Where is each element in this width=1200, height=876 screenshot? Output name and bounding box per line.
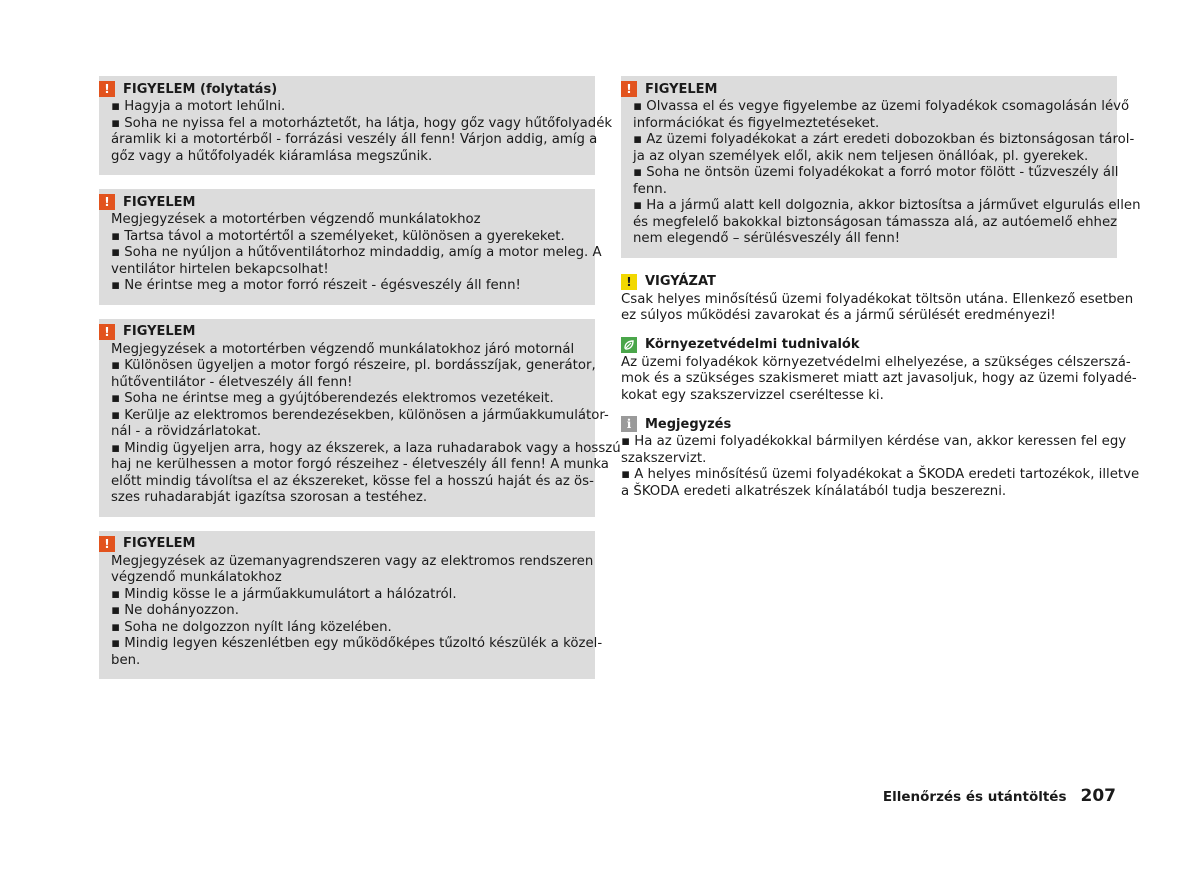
text-line: ▪ Olvassa el és vegye figyelembe az üzemi folyadékok csomagolásán lévő bbox=[633, 99, 1130, 114]
note-title: Megjegyzés bbox=[645, 416, 732, 432]
text-line: ez súlyos működési zavarokat és a jármű sérülését eredményezi! bbox=[621, 308, 1056, 323]
warning-text bbox=[633, 99, 1141, 248]
text-line: előtt mindig távolítsa el az ékszereket, kösse fel a hosszú haját és az ös- bbox=[111, 473, 594, 489]
left-column bbox=[99, 76, 621, 693]
text-line: ben. bbox=[111, 652, 141, 668]
text-line: Az üzemi folyadékok környezetvédelmi elhelyezése, a szükséges célszerszá- bbox=[621, 354, 1131, 370]
note-section bbox=[621, 414, 1140, 500]
warning-exclamation-icon: ! bbox=[99, 194, 115, 210]
text-line: haj ne kerülhessen a motor forgó részeihez - életveszély áll fenn! A munka bbox=[111, 457, 609, 472]
caution-exclamation-icon: ! bbox=[621, 274, 637, 290]
warning-title: FIGYELEM (folytatás) bbox=[123, 81, 278, 97]
warning-box-continued bbox=[99, 76, 613, 175]
warning-box-running-engine bbox=[99, 319, 621, 517]
warning-box-header bbox=[99, 322, 583, 342]
warning-box-header bbox=[621, 79, 1105, 99]
page-footer bbox=[883, 786, 1116, 806]
text-line: Csak helyes minősítésű üzemi folyadékokat töltsön utána. Ellenkező esetben bbox=[621, 291, 1134, 307]
text-line: végzendő munkálatokhoz bbox=[111, 570, 282, 585]
warning-title: FIGYELEM bbox=[123, 194, 196, 210]
warning-exclamation-icon: ! bbox=[99, 536, 115, 552]
caution-text bbox=[621, 291, 1134, 325]
page-number: 207 bbox=[1080, 786, 1116, 806]
warning-title: FIGYELEM bbox=[123, 536, 196, 551]
text-line: szakszervizt. bbox=[621, 450, 707, 466]
warning-box-header bbox=[99, 192, 583, 212]
caution-header bbox=[621, 272, 1117, 292]
text-line: ▪ Kerülje az elektromos berendezésekben, különösen a járműakkumulátor- bbox=[111, 407, 609, 423]
warning-title: FIGYELEM bbox=[123, 324, 196, 339]
note-text bbox=[621, 434, 1140, 500]
text-line: szes ruhadarabját igazítsa szorosan a testéhez. bbox=[111, 490, 428, 505]
environment-header bbox=[621, 335, 1117, 355]
text-line: ▪ Soha ne érintse meg a gyújtóberendezés elektromos vezetékeit. bbox=[111, 391, 554, 406]
text-line: ▪ Tartsa távol a motortértől a személyeket, különösen a gyerekeket. bbox=[111, 228, 565, 244]
text-line: ▪ Soha ne dolgozzon nyílt láng közelében. bbox=[111, 619, 392, 635]
text-line: ▪ Mindig ügyeljen arra, hogy az ékszerek, a laza ruhadarabok vagy a hosszú bbox=[111, 440, 621, 456]
warning-text bbox=[111, 341, 621, 507]
text-line: ▪ Mindig kösse le a járműakkumulátort a hálózatról. bbox=[111, 586, 457, 602]
warning-exclamation-icon: ! bbox=[621, 81, 637, 97]
caution-section bbox=[621, 272, 1134, 325]
text-line: ▪ Különösen ügyeljen a motor forgó részeire, pl. bordásszíjak, generátor, bbox=[111, 358, 596, 373]
text-line: nál - a rövidzárlatokat. bbox=[111, 424, 262, 439]
environment-title: Környezetvédelmi tudnivalók bbox=[645, 337, 860, 352]
footer-section-title: Ellenőrzés és utántöltés bbox=[882, 789, 1067, 805]
text-line: nem elegendő – sérülésveszély áll fenn! bbox=[633, 231, 901, 246]
warning-exclamation-icon: ! bbox=[99, 81, 115, 97]
warning-box-header bbox=[99, 79, 583, 99]
warning-title: FIGYELEM bbox=[645, 81, 718, 97]
text-line: információkat és figyelmeztetéseket. bbox=[633, 115, 880, 131]
text-line: ▪ Hagyja a motort lehűlni. bbox=[111, 99, 286, 114]
warning-exclamation-icon: ! bbox=[99, 324, 115, 340]
warning-text bbox=[111, 553, 603, 670]
note-header bbox=[621, 414, 1117, 434]
text-line: ▪ A helyes minősítésű üzemi folyadékokat a ŠKODA eredeti tartozékok, illetve bbox=[621, 467, 1140, 482]
text-line: hűtőventilátor - életveszély áll fenn! bbox=[111, 374, 353, 390]
warning-box-fluids bbox=[621, 76, 1141, 258]
text-line: ▪ Ha az üzemi folyadékokkal bármilyen kérdése van, akkor keressen fel egy bbox=[621, 434, 1127, 449]
warning-box-engine-work bbox=[99, 189, 602, 305]
text-line: ▪ Ha a jármű alatt kell dolgoznia, akkor biztosítsa a járművet elgurulás ellen bbox=[633, 198, 1141, 213]
text-line: ▪ Soha ne öntsön üzemi folyadékokat a forró motor fölött - tűzveszély áll bbox=[633, 165, 1119, 180]
text-line: ventilátor hirtelen bekapcsolhat! bbox=[111, 261, 329, 277]
text-line: ▪ Mindig legyen készenlétben egy működőképes tűzoltó készülék a közel- bbox=[111, 636, 603, 651]
text-line: ▪ Soha ne nyissa fel a motorháztetőt, ha látja, hogy gőz vagy hűtőfolyadék bbox=[111, 115, 613, 131]
text-line: Megjegyzések a motortérben végzendő munkálatokhoz bbox=[111, 212, 481, 227]
text-line: a ŠKODA eredeti alkatrészek kínálatából tudja beszerezni. bbox=[621, 483, 1007, 499]
environment-section bbox=[621, 335, 1137, 405]
text-line: ▪ Ne dohányozzon. bbox=[111, 603, 239, 618]
text-line: kokat egy szakszervizzel cseréltesse ki. bbox=[621, 387, 884, 403]
text-line: ja az olyan személyek elől, akik nem teljesen önállóak, pl. gyerekek. bbox=[633, 148, 1089, 164]
right-column bbox=[621, 76, 1141, 510]
text-line: és megfelelő bakokkal biztonságosan támassza alá, az autóemelő ehhez bbox=[633, 214, 1118, 230]
text-line: gőz vagy a hűtőfolyadék kiáramlása megszűnik. bbox=[111, 148, 433, 164]
environment-text bbox=[621, 354, 1137, 405]
text-line: ▪ Az üzemi folyadékokat a zárt eredeti dobozokban és biztonságosan tárol- bbox=[633, 132, 1135, 147]
warning-box-fuel-electrical bbox=[99, 531, 603, 680]
recycle-leaf-icon bbox=[621, 337, 637, 353]
text-line: mok és a szükséges szakismeret miatt azt javasoljuk, hogy az üzemi folyadé- bbox=[621, 371, 1137, 386]
warning-text bbox=[111, 212, 602, 295]
warning-box-header bbox=[99, 534, 583, 554]
text-line: áramlik ki a motortérből - forrázási veszély áll fenn! Várjon addig, amíg a bbox=[111, 132, 598, 147]
text-line: fenn. bbox=[633, 181, 667, 197]
info-icon: i bbox=[621, 416, 637, 432]
text-line: ▪ Ne érintse meg a motor forró részeit - égésveszély áll fenn! bbox=[111, 278, 521, 293]
text-line: ▪ Soha ne nyúljon a hűtőventilátorhoz mindaddig, amíg a motor meleg. A bbox=[111, 245, 602, 260]
text-line: Megjegyzések az üzemanyagrendszeren vagy az elektromos rendszeren bbox=[111, 553, 594, 569]
warning-text bbox=[111, 99, 613, 165]
text-line: Megjegyzések a motortérben végzendő munkálatokhoz járó motornál bbox=[111, 341, 575, 357]
caution-title: VIGYÁZAT bbox=[645, 274, 716, 289]
